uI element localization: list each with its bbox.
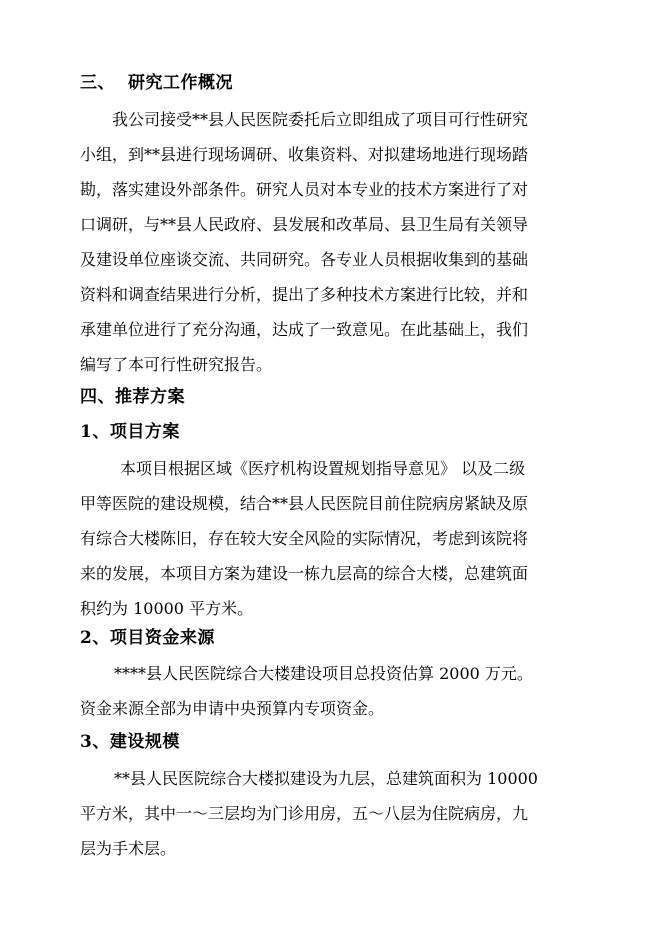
section-heading-recommended-plan — [80, 385, 185, 409]
text-line: **县人民医院综合大楼拟建设为九层，总建筑面积为 10000 — [114, 769, 538, 788]
section-title: 推荐方案 — [115, 387, 185, 407]
section-heading-research-overview — [80, 71, 233, 95]
subsection-title: 建设规模 — [109, 732, 180, 752]
subsection-number: 3、 — [80, 732, 110, 752]
text-line: 承建单位进行了充分沟通，达成了一致意见。在此基础上，我们 — [80, 320, 529, 339]
text-line: 及建设单位座谈交流、共同研究。各专业人员根据收集到的基础 — [80, 250, 529, 269]
text-line: 编写了本可行性研究报告。 — [80, 355, 273, 374]
text-line: 积约为 10000 平方米。 — [80, 599, 254, 618]
text-line: 小组，到**县进行现场调研、收集资料、对拟建场地进行现场踏 — [80, 145, 529, 164]
subsection-number: 2、 — [80, 628, 110, 648]
subsection-title: 项目方案 — [109, 422, 180, 442]
subsection-title: 项目资金来源 — [109, 628, 215, 648]
text-line: 有综合大楼陈旧，存在较大安全风险的实际情况，考虑到该院将 — [80, 529, 529, 548]
section-number: 三、 — [80, 73, 115, 93]
text-line: 平方米，其中一～三层均为门诊用房，五～八层为住院病房，九 — [80, 804, 529, 823]
text-line: 资金来源全部为申请中央预算内专项资金。 — [80, 699, 385, 718]
paragraph-funding-source — [80, 656, 580, 726]
paragraph-research-overview — [80, 102, 580, 382]
subsection-number: 1、 — [80, 422, 110, 442]
subsection-heading-construction-scale — [80, 730, 180, 754]
text-line: 勘，落实建设外部条件。研究人员对本专业的技术方案进行了对 — [80, 180, 529, 199]
paragraph-construction-scale — [80, 761, 580, 866]
text-line: 来的发展，本项目方案为建设一栋九层高的综合大楼，总建筑面 — [80, 564, 529, 583]
paragraph-project-plan — [80, 451, 580, 626]
section-number: 四、 — [80, 387, 115, 407]
text-line: 甲等医院的建设规模，结合**县人民医院目前住院病房紧缺及原 — [80, 494, 529, 513]
text-line: 我公司接受**县人民医院委托后立即组成了项目可行性研究 — [112, 110, 529, 129]
text-line: 口调研，与**县人民政府、县发展和改革局、县卫生局有关领导 — [80, 215, 529, 234]
text-line: ****县人民医院综合大楼建设项目总投资估算 2000 万元。 — [114, 664, 533, 683]
text-line: 资料和调查结果进行分析，提出了多种技术方案进行比较，并和 — [80, 285, 529, 304]
text-line: 本项目根据区域《医疗机构设置规划指导意见》 以及二级 — [120, 459, 526, 478]
section-title: 研究工作概况 — [128, 73, 233, 93]
subsection-heading-funding-source — [80, 626, 215, 650]
subsection-heading-project-plan — [80, 420, 180, 444]
text-line: 层为手术层。 — [80, 839, 177, 858]
